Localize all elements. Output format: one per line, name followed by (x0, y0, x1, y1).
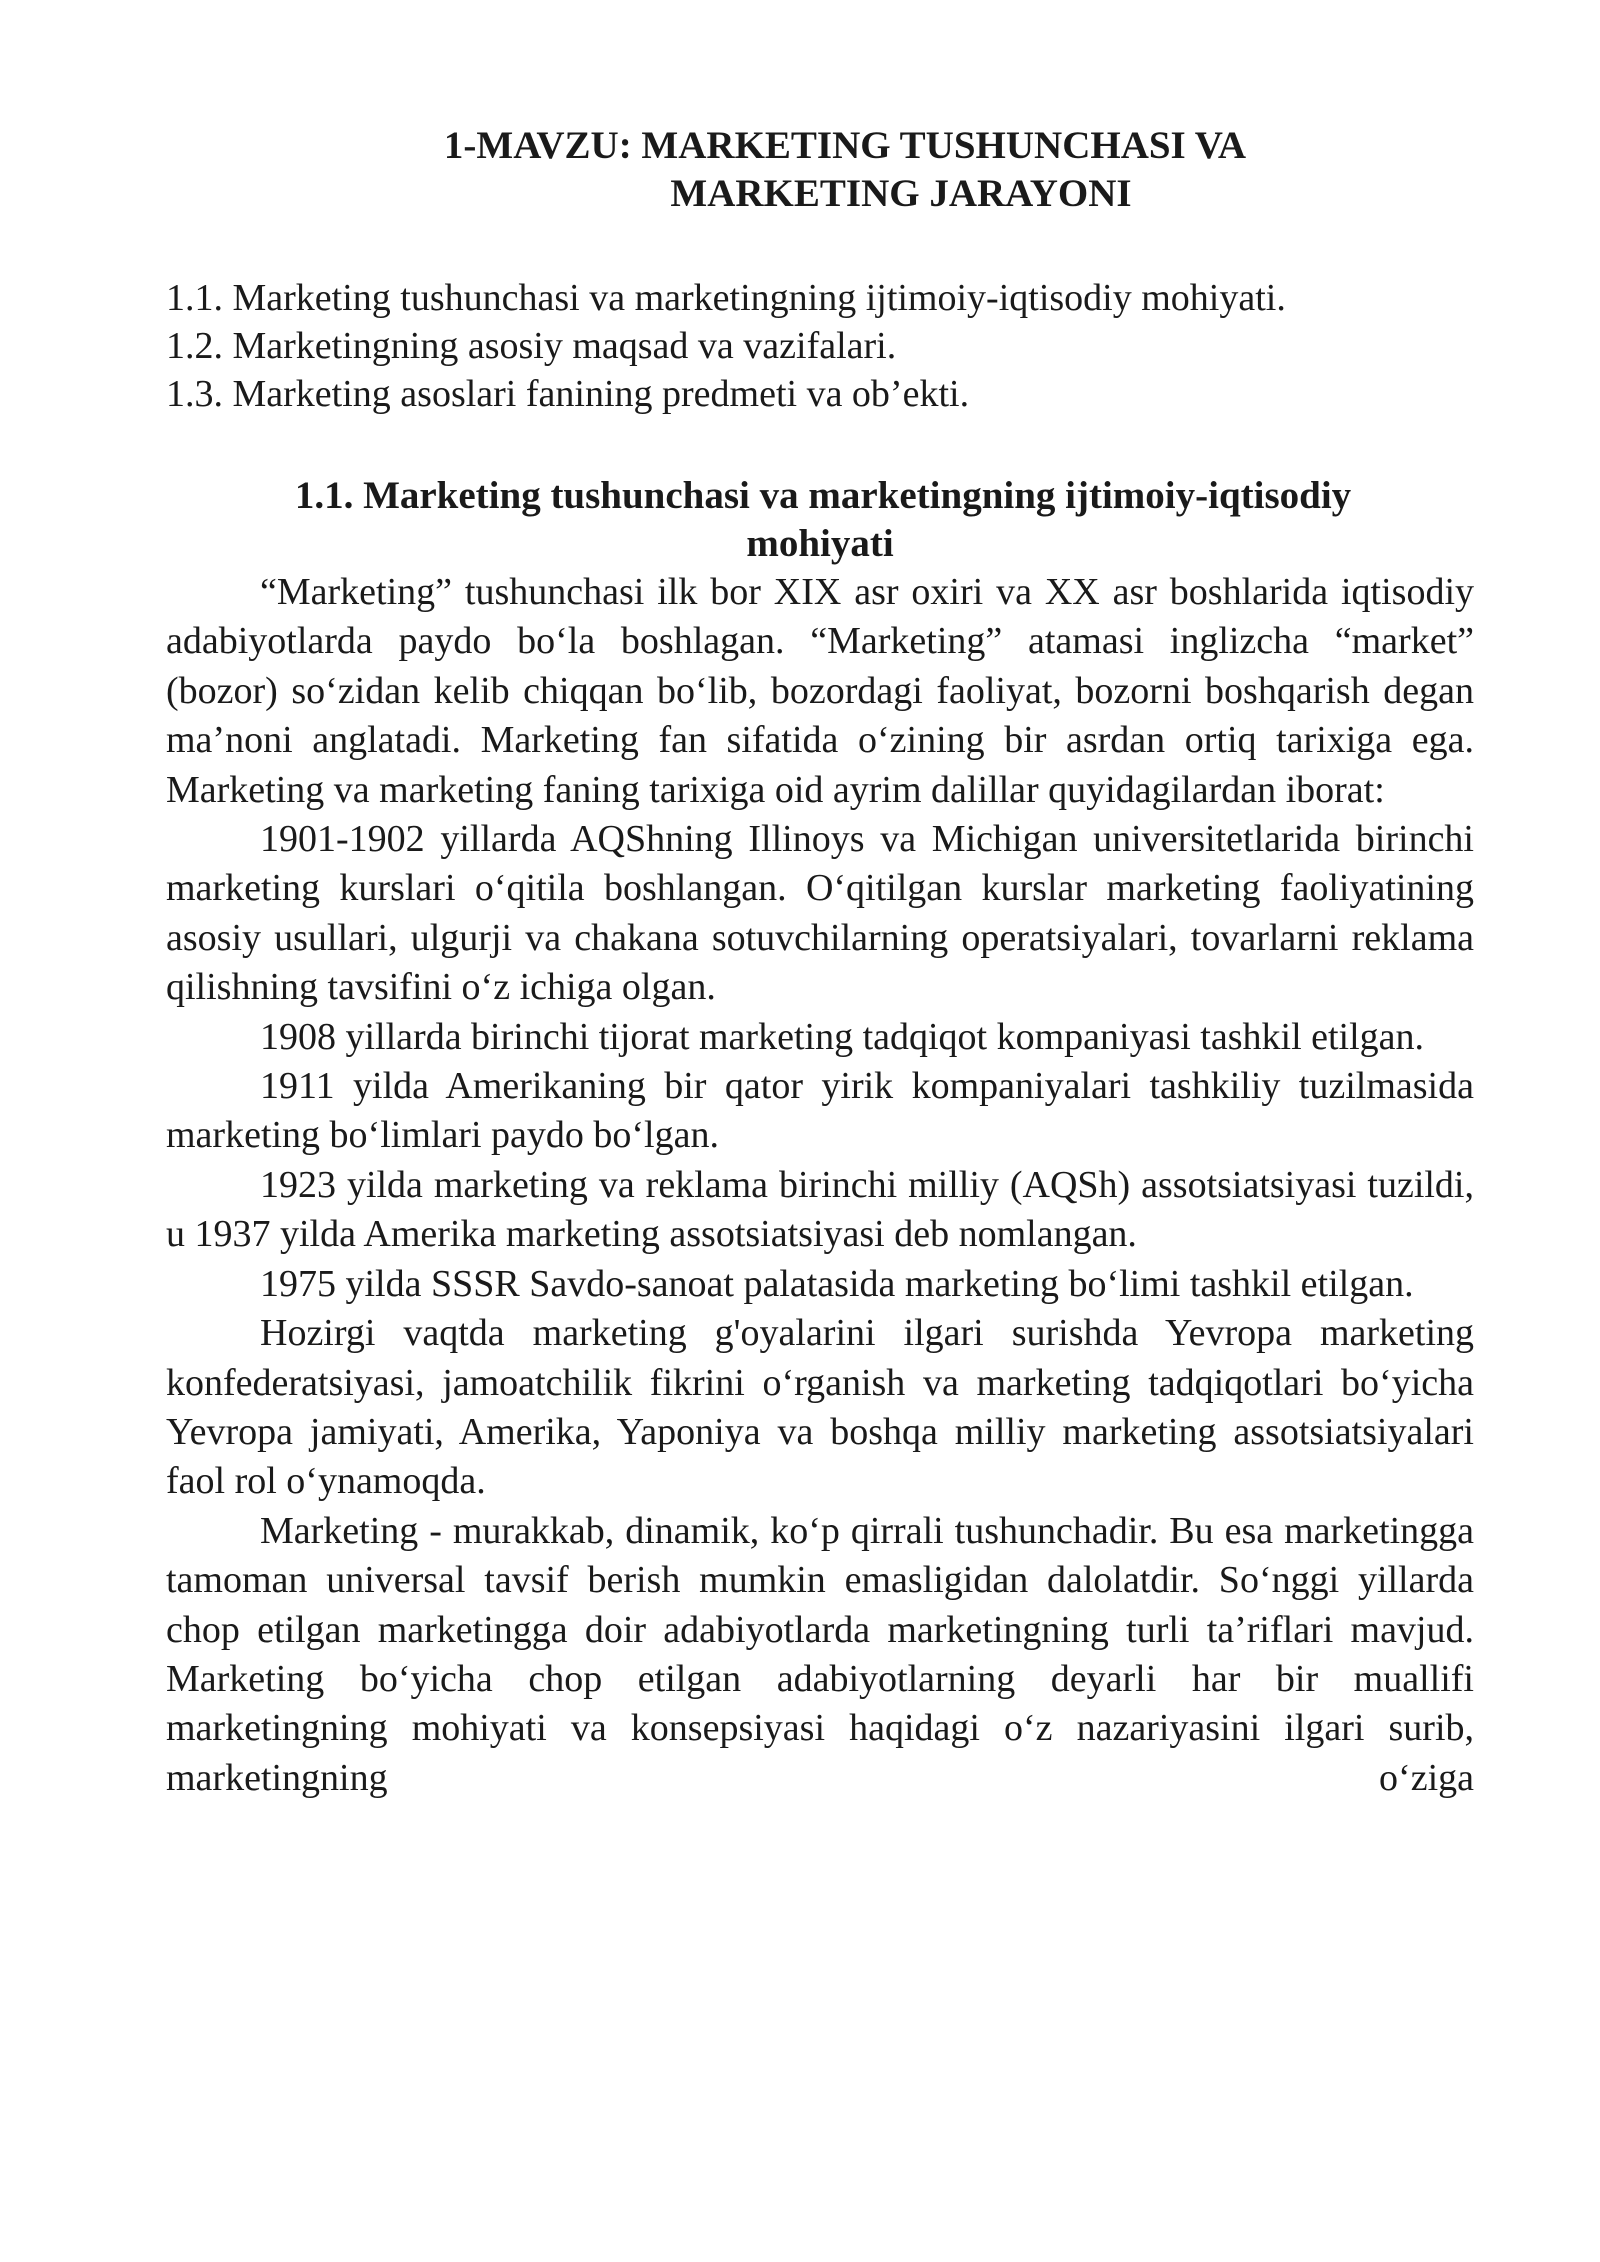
section-title (166, 472, 1474, 568)
table-of-contents (166, 274, 1474, 418)
chapter-title-line-2: MARKETING JARAYONI (670, 172, 1132, 215)
paragraph: 1908 yillarda birinchi tijorat marketing tadqiqot kompaniyasi tashkil etilgan. (260, 1015, 1425, 1058)
paragraph: Marketing - murakkab, dinamik, ko‘p qirrali tushunchadir. Bu esa marketingga tamoman universal tavsif berish mumkin emasligidan dalolatdir. So‘nggi yillarda chop etilgan marketingga doir adabiyotlarda marketingning turli ta’riflari mavjud. Marketing bo‘yicha chop etilgan adabiyotlarning deyarli har bir muallifi marketingning mohiyati va konsepsiyasi haqidagi o‘z nazariyasini ilgari surib, marketingning o‘ziga (166, 1509, 1474, 1799)
paragraph: 1911 yilda Amerikaning bir qator yirik kompaniyalari tashkiliy tuzilmasida marketing bo‘limlari paydo bo‘lgan. (166, 1065, 1474, 1157)
section-title-line-1: 1.1. Marketing tushunchasi va marketingning ijtimoiy-iqtisodiy (294, 474, 1352, 517)
paragraph: 1975 yilda SSSR Savdo-sanoat palatasida marketing bo‘limi tashkil etilgan. (260, 1262, 1414, 1305)
chapter-title (166, 122, 1474, 218)
paragraph: 1923 yilda marketing va reklama birinchi milliy (AQSh) assotsiatsiyasi tuzildi, u 1937 yilda Amerika marketing assotsiatsiyasi deb nomlangan. (166, 1163, 1474, 1256)
toc-item: 1.3. Marketing asoslari fanining predmeti va ob’ekti. (166, 373, 970, 415)
body-text (166, 568, 1474, 1803)
section-title-line-2: mohiyati (746, 522, 894, 565)
paragraph: “Marketing” tushunchasi ilk bor XIX asr oxiri va XX asr boshlarida iqtisodiy adabiyotlarda paydo bo‘la boshlagan. “Marketing” atamasi inglizcha “market” (bozor) so‘zidan kelib chiqqan bo‘lib, bozordagi faoliyat, bozorni boshqarish degan ma’noni anglatadi. Marketing fan sifatida o‘zining bir asrdan ortiq tarixiga ega. Marketing va marketing faning tarixiga oid ayrim dalillar quyidagilardan iborat: (166, 571, 1474, 811)
chapter-title-line-1: 1-MAVZU: MARKETING TUSHUNCHASI VA (443, 124, 1247, 167)
toc-item: 1.1. Marketing tushunchasi va marketingning ijtimoiy-iqtisodiy mohiyati. (166, 277, 1286, 319)
paragraph: Hozirgi vaqtda marketing g'oyalarini ilgari surishda Yevropa marketing konfederatsiyasi, jamoatchilik fikrini o‘rganish va marketing tadqiqotlari bo‘yicha Yevropa jamiyati, Amerika, Yaponiya va boshqa milliy marketing assotsiatsiyalari faol rol o‘ynamoqda. (166, 1312, 1474, 1503)
paragraph: 1901-1902 yillarda AQShning Illinoys va Michigan universitetlarida birinchi marketing kurslari o‘qitila boshlangan. O‘qitilgan kurslar marketing faoliyatining asosiy usullari, ulgurji va chakana sotuvchilarning operatsiyalari, tovarlarni reklama qilishning tavsifini o‘z ichiga olgan. (166, 818, 1474, 1009)
toc-item: 1.2. Marketingning asosiy maqsad va vazifalari. (166, 325, 897, 367)
